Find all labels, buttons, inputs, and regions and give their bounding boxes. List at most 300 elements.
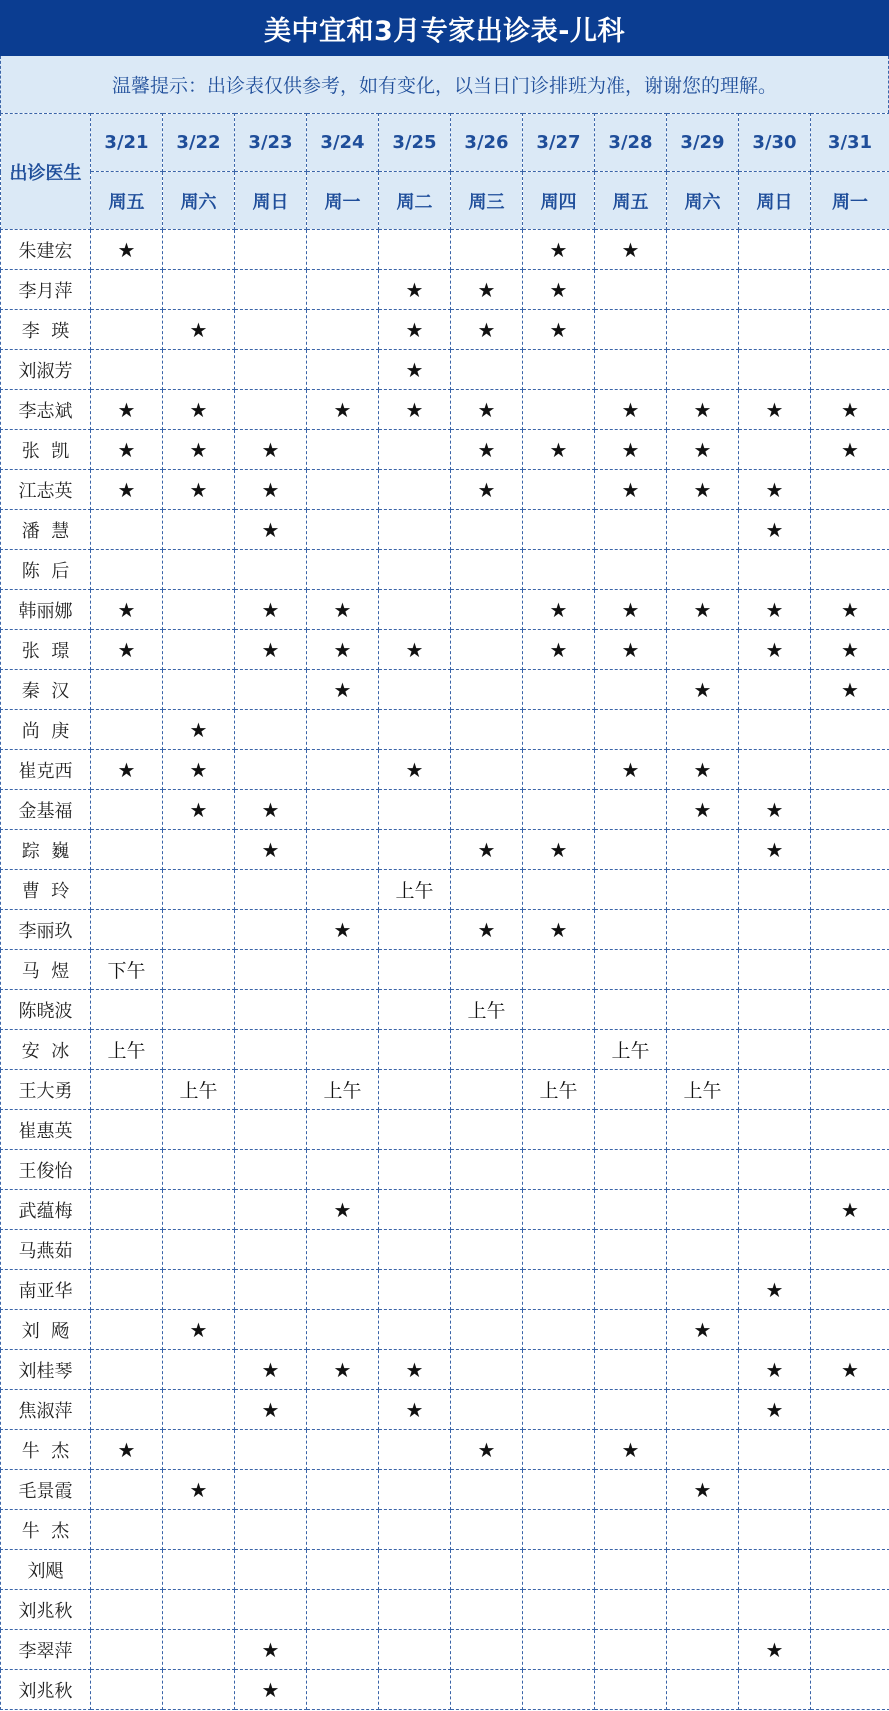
table-row [1, 310, 889, 350]
schedule-empty-cell [523, 1190, 595, 1230]
schedule-empty-cell [811, 350, 889, 390]
doctor-name: 踪 巍 [1, 830, 91, 870]
schedule-empty-cell [523, 1150, 595, 1190]
schedule-empty-cell [307, 870, 379, 910]
schedule-empty-cell [811, 710, 889, 750]
schedule-empty-cell [163, 1190, 235, 1230]
schedule-empty-cell [379, 670, 451, 710]
schedule-empty-cell [739, 950, 811, 990]
schedule-empty-cell [595, 1670, 667, 1710]
schedule-empty-cell [739, 1670, 811, 1710]
schedule-empty-cell [163, 590, 235, 630]
schedule-empty-cell [811, 1550, 889, 1590]
table-row [1, 1510, 889, 1550]
schedule-empty-cell [379, 550, 451, 590]
schedule-star-cell: ★ [235, 1670, 307, 1710]
schedule-empty-cell [739, 350, 811, 390]
doctor-name: 王大勇 [1, 1070, 91, 1110]
schedule-empty-cell [163, 990, 235, 1030]
schedule-empty-cell [595, 1310, 667, 1350]
schedule-empty-cell [595, 1070, 667, 1110]
schedule-empty-cell [235, 670, 307, 710]
schedule-empty-cell [523, 750, 595, 790]
schedule-time-cell: 上午 [667, 1070, 739, 1110]
schedule-empty-cell [163, 1230, 235, 1270]
schedule-empty-cell [235, 390, 307, 430]
doctor-name: 刘飓 [1, 1550, 91, 1590]
schedule-empty-cell [379, 1070, 451, 1110]
schedule-empty-cell [235, 1230, 307, 1270]
table-row [1, 710, 889, 750]
schedule-empty-cell [235, 230, 307, 270]
doctor-name: 牛 杰 [1, 1510, 91, 1550]
schedule-empty-cell [811, 230, 889, 270]
schedule-star-cell: ★ [667, 750, 739, 790]
schedule-empty-cell [451, 1590, 523, 1630]
schedule-empty-cell [163, 550, 235, 590]
schedule-empty-cell [595, 1190, 667, 1230]
schedule-empty-cell [739, 1470, 811, 1510]
schedule-time-cell: 上午 [307, 1070, 379, 1110]
doctor-name: 李 瑛 [1, 310, 91, 350]
schedule-empty-cell [235, 1510, 307, 1550]
schedule-empty-cell [667, 1230, 739, 1270]
schedule-empty-cell [739, 1430, 811, 1470]
schedule-empty-cell [235, 950, 307, 990]
schedule-empty-cell [379, 230, 451, 270]
schedule-empty-cell [451, 230, 523, 270]
schedule-empty-cell [163, 350, 235, 390]
schedule-empty-cell [307, 1630, 379, 1670]
schedule-empty-cell [739, 1110, 811, 1150]
schedule-table [0, 113, 889, 1710]
schedule-empty-cell [163, 1350, 235, 1390]
schedule-empty-cell [235, 350, 307, 390]
schedule-star-cell: ★ [451, 390, 523, 430]
schedule-star-cell: ★ [163, 430, 235, 470]
schedule-empty-cell [667, 1110, 739, 1150]
schedule-star-cell: ★ [307, 630, 379, 670]
schedule-empty-cell [235, 1190, 307, 1230]
schedule-empty-cell [379, 430, 451, 470]
schedule-empty-cell [163, 1270, 235, 1310]
table-row [1, 350, 889, 390]
schedule-empty-cell [739, 1310, 811, 1350]
schedule-empty-cell [379, 1310, 451, 1350]
schedule-empty-cell [739, 1510, 811, 1550]
schedule-empty-cell [811, 510, 889, 550]
table-row [1, 750, 889, 790]
schedule-time-cell: 上午 [451, 990, 523, 1030]
schedule-empty-cell [667, 1030, 739, 1070]
schedule-star-cell: ★ [523, 910, 595, 950]
schedule-empty-cell [91, 1670, 163, 1710]
schedule-empty-cell [667, 1270, 739, 1310]
schedule-star-cell: ★ [91, 1430, 163, 1470]
schedule-empty-cell [523, 710, 595, 750]
schedule-empty-cell [595, 830, 667, 870]
schedule-empty-cell [307, 1430, 379, 1470]
schedule-empty-cell [595, 790, 667, 830]
table-row [1, 1470, 889, 1510]
schedule-empty-cell [595, 910, 667, 950]
schedule-empty-cell [811, 1030, 889, 1070]
schedule-star-cell: ★ [91, 590, 163, 630]
schedule-empty-cell [595, 510, 667, 550]
schedule-empty-cell [91, 790, 163, 830]
schedule-empty-cell [667, 870, 739, 910]
schedule-empty-cell [91, 1070, 163, 1110]
schedule-star-cell: ★ [739, 1270, 811, 1310]
schedule-empty-cell [811, 310, 889, 350]
schedule-empty-cell [523, 1670, 595, 1710]
schedule-empty-cell [451, 550, 523, 590]
schedule-empty-cell [307, 990, 379, 1030]
schedule-empty-cell [811, 990, 889, 1030]
schedule-star-cell: ★ [91, 750, 163, 790]
schedule-star-cell: ★ [379, 350, 451, 390]
schedule-empty-cell [307, 790, 379, 830]
schedule-star-cell: ★ [235, 590, 307, 630]
schedule-empty-cell [307, 510, 379, 550]
schedule-star-cell: ★ [235, 470, 307, 510]
schedule-star-cell: ★ [235, 1390, 307, 1430]
schedule-empty-cell [379, 1030, 451, 1070]
schedule-empty-cell [667, 990, 739, 1030]
schedule-empty-cell [379, 790, 451, 830]
schedule-star-cell: ★ [595, 590, 667, 630]
schedule-star-cell: ★ [595, 630, 667, 670]
schedule-empty-cell [451, 1070, 523, 1110]
schedule-empty-cell [451, 790, 523, 830]
schedule-empty-cell [811, 790, 889, 830]
table-row [1, 550, 889, 590]
schedule-star-cell: ★ [91, 630, 163, 670]
schedule-empty-cell [451, 1190, 523, 1230]
schedule-star-cell: ★ [739, 630, 811, 670]
schedule-star-cell: ★ [451, 310, 523, 350]
schedule-empty-cell [163, 1590, 235, 1630]
schedule-empty-cell [811, 1150, 889, 1190]
schedule-star-cell: ★ [739, 470, 811, 510]
schedule-empty-cell [379, 1230, 451, 1270]
schedule-star-cell: ★ [739, 830, 811, 870]
schedule-empty-cell [379, 990, 451, 1030]
schedule-empty-cell [379, 1590, 451, 1630]
schedule-empty-cell [379, 1430, 451, 1470]
schedule-star-cell: ★ [307, 670, 379, 710]
weekday-header-6: 周四 [523, 172, 595, 230]
table-row [1, 430, 889, 470]
schedule-empty-cell [595, 550, 667, 590]
schedule-empty-cell [307, 310, 379, 350]
schedule-empty-cell [379, 910, 451, 950]
schedule-empty-cell [91, 910, 163, 950]
table-row [1, 1350, 889, 1390]
schedule-star-cell: ★ [595, 1430, 667, 1470]
schedule-empty-cell [811, 1430, 889, 1470]
schedule-empty-cell [451, 1670, 523, 1710]
schedule-empty-cell [307, 470, 379, 510]
date-header-1: 3/22 [163, 114, 235, 172]
schedule-empty-cell [379, 1190, 451, 1230]
schedule-empty-cell [163, 1430, 235, 1470]
schedule-empty-cell [523, 1390, 595, 1430]
schedule-star-cell: ★ [163, 310, 235, 350]
schedule-empty-cell [163, 1030, 235, 1070]
schedule-empty-cell [163, 870, 235, 910]
schedule-star-cell: ★ [235, 510, 307, 550]
schedule-star-cell: ★ [451, 430, 523, 470]
schedule-empty-cell [523, 550, 595, 590]
weekday-header-7: 周五 [595, 172, 667, 230]
schedule-empty-cell [163, 510, 235, 550]
table-row [1, 830, 889, 870]
schedule-star-cell: ★ [523, 590, 595, 630]
page-title: 美中宜和3月专家出诊表-儿科 [0, 0, 889, 56]
schedule-empty-cell [523, 1110, 595, 1150]
schedule-star-cell: ★ [235, 790, 307, 830]
schedule-time-cell: 上午 [379, 870, 451, 910]
schedule-empty-cell [307, 270, 379, 310]
schedule-star-cell: ★ [811, 390, 889, 430]
date-header-5: 3/26 [451, 114, 523, 172]
schedule-empty-cell [667, 830, 739, 870]
doctor-name: 刘 飏 [1, 1310, 91, 1350]
table-row [1, 1310, 889, 1350]
schedule-empty-cell [163, 1390, 235, 1430]
schedule-star-cell: ★ [163, 790, 235, 830]
schedule-star-cell: ★ [667, 790, 739, 830]
schedule-star-cell: ★ [91, 430, 163, 470]
table-row [1, 790, 889, 830]
schedule-empty-cell [163, 270, 235, 310]
schedule-star-cell: ★ [451, 1430, 523, 1470]
doctor-name: 曹 玲 [1, 870, 91, 910]
date-header-row [1, 114, 889, 172]
schedule-empty-cell [235, 1430, 307, 1470]
schedule-empty-cell [739, 750, 811, 790]
schedule-empty-cell [595, 1630, 667, 1670]
schedule-empty-cell [811, 1510, 889, 1550]
schedule-empty-cell [811, 1070, 889, 1110]
schedule-empty-cell [379, 1470, 451, 1510]
date-header-3: 3/24 [307, 114, 379, 172]
doctor-name: 金基福 [1, 790, 91, 830]
schedule-empty-cell [307, 830, 379, 870]
schedule-star-cell: ★ [379, 270, 451, 310]
schedule-star-cell: ★ [523, 430, 595, 470]
date-header-7: 3/28 [595, 114, 667, 172]
weekday-header-2: 周日 [235, 172, 307, 230]
schedule-empty-cell [523, 1510, 595, 1550]
schedule-empty-cell [307, 1150, 379, 1190]
schedule-empty-cell [595, 870, 667, 910]
schedule-empty-cell [811, 270, 889, 310]
schedule-star-cell: ★ [451, 470, 523, 510]
table-row [1, 270, 889, 310]
doctor-name: 马燕茹 [1, 1230, 91, 1270]
doctor-name: 李翠萍 [1, 1630, 91, 1670]
schedule-star-cell: ★ [523, 270, 595, 310]
schedule-star-cell: ★ [235, 830, 307, 870]
schedule-empty-cell [667, 550, 739, 590]
schedule-body [1, 230, 889, 1710]
schedule-star-cell: ★ [163, 470, 235, 510]
schedule-empty-cell [811, 830, 889, 870]
schedule-empty-cell [451, 1510, 523, 1550]
table-row [1, 1630, 889, 1670]
schedule-empty-cell [523, 670, 595, 710]
schedule-star-cell: ★ [667, 470, 739, 510]
schedule-star-cell: ★ [379, 750, 451, 790]
schedule-empty-cell [667, 950, 739, 990]
table-row [1, 470, 889, 510]
schedule-empty-cell [595, 1350, 667, 1390]
weekday-header-8: 周六 [667, 172, 739, 230]
schedule-empty-cell [163, 1550, 235, 1590]
table-row [1, 1230, 889, 1270]
schedule-empty-cell [523, 510, 595, 550]
schedule-empty-cell [595, 1230, 667, 1270]
schedule-star-cell: ★ [667, 1310, 739, 1350]
schedule-empty-cell [163, 1630, 235, 1670]
weekday-header-3: 周一 [307, 172, 379, 230]
date-header-2: 3/23 [235, 114, 307, 172]
doctor-name: 李月萍 [1, 270, 91, 310]
schedule-star-cell: ★ [667, 1470, 739, 1510]
schedule-empty-cell [307, 950, 379, 990]
schedule-empty-cell [307, 1670, 379, 1710]
weekday-header-9: 周日 [739, 172, 811, 230]
schedule-empty-cell [379, 1510, 451, 1550]
schedule-empty-cell [739, 670, 811, 710]
schedule-star-cell: ★ [163, 710, 235, 750]
schedule-empty-cell [595, 670, 667, 710]
schedule-empty-cell [595, 270, 667, 310]
schedule-star-cell: ★ [595, 430, 667, 470]
schedule-empty-cell [91, 510, 163, 550]
schedule-empty-cell [379, 470, 451, 510]
schedule-empty-cell [91, 1190, 163, 1230]
schedule-time-cell: 下午 [91, 950, 163, 990]
schedule-empty-cell [523, 950, 595, 990]
schedule-empty-cell [595, 950, 667, 990]
schedule-star-cell: ★ [523, 230, 595, 270]
schedule-empty-cell [523, 1550, 595, 1590]
schedule-empty-cell [739, 1070, 811, 1110]
doctor-name: 王俊怡 [1, 1150, 91, 1190]
schedule-empty-cell [379, 1270, 451, 1310]
schedule-empty-cell [667, 630, 739, 670]
schedule-empty-cell [307, 1030, 379, 1070]
schedule-empty-cell [523, 1590, 595, 1630]
schedule-empty-cell [739, 1230, 811, 1270]
schedule-empty-cell [379, 1630, 451, 1670]
schedule-empty-cell [235, 990, 307, 1030]
schedule-empty-cell [811, 950, 889, 990]
schedule-empty-cell [523, 1030, 595, 1070]
table-row [1, 1150, 889, 1190]
schedule-empty-cell [451, 510, 523, 550]
schedule-empty-cell [307, 1390, 379, 1430]
schedule-empty-cell [379, 1110, 451, 1150]
schedule-empty-cell [235, 1550, 307, 1590]
schedule-empty-cell [451, 1030, 523, 1070]
schedule-empty-cell [667, 1510, 739, 1550]
schedule-empty-cell [163, 1510, 235, 1550]
doctor-name: 武蕴梅 [1, 1190, 91, 1230]
schedule-empty-cell [307, 1310, 379, 1350]
schedule-empty-cell [739, 1030, 811, 1070]
schedule-star-cell: ★ [235, 630, 307, 670]
schedule-empty-cell [163, 950, 235, 990]
doctor-name: 李志斌 [1, 390, 91, 430]
schedule-star-cell: ★ [739, 510, 811, 550]
table-row [1, 1070, 889, 1110]
schedule-empty-cell [91, 1150, 163, 1190]
schedule-empty-cell [523, 1470, 595, 1510]
schedule-empty-cell [811, 1390, 889, 1430]
schedule-star-cell: ★ [595, 750, 667, 790]
doctor-name: 朱建宏 [1, 230, 91, 270]
doctor-name: 刘兆秋 [1, 1590, 91, 1630]
schedule-empty-cell [739, 910, 811, 950]
schedule-star-cell: ★ [379, 1350, 451, 1390]
schedule-empty-cell [91, 670, 163, 710]
schedule-empty-cell [595, 1390, 667, 1430]
doctor-name: 南亚华 [1, 1270, 91, 1310]
schedule-empty-cell [523, 1350, 595, 1390]
schedule-empty-cell [811, 1590, 889, 1630]
schedule-empty-cell [667, 1190, 739, 1230]
doctor-name: 刘兆秋 [1, 1670, 91, 1710]
schedule-empty-cell [307, 230, 379, 270]
schedule-empty-cell [451, 1390, 523, 1430]
schedule-time-cell: 上午 [91, 1030, 163, 1070]
schedule-star-cell: ★ [739, 390, 811, 430]
schedule-star-cell: ★ [811, 1190, 889, 1230]
doctor-column-header: 出诊医生 [1, 114, 91, 230]
schedule-empty-cell [235, 750, 307, 790]
schedule-empty-cell [235, 1310, 307, 1350]
table-row [1, 1390, 889, 1430]
schedule-star-cell: ★ [235, 1630, 307, 1670]
schedule-empty-cell [739, 310, 811, 350]
schedule-star-cell: ★ [667, 590, 739, 630]
schedule-empty-cell [235, 550, 307, 590]
schedule-empty-cell [595, 1150, 667, 1190]
schedule-empty-cell [91, 990, 163, 1030]
schedule-empty-cell [235, 1470, 307, 1510]
doctor-name: 马 煜 [1, 950, 91, 990]
schedule-empty-cell [739, 870, 811, 910]
table-row [1, 870, 889, 910]
schedule-empty-cell [451, 350, 523, 390]
schedule-empty-cell [811, 870, 889, 910]
table-row [1, 1030, 889, 1070]
schedule-star-cell: ★ [595, 230, 667, 270]
schedule-empty-cell [307, 750, 379, 790]
table-row [1, 390, 889, 430]
schedule-star-cell: ★ [667, 670, 739, 710]
schedule-empty-cell [235, 910, 307, 950]
schedule-empty-cell [523, 1630, 595, 1670]
schedule-empty-cell [811, 1310, 889, 1350]
schedule-empty-cell [667, 510, 739, 550]
schedule-empty-cell [307, 350, 379, 390]
schedule-empty-cell [667, 1670, 739, 1710]
